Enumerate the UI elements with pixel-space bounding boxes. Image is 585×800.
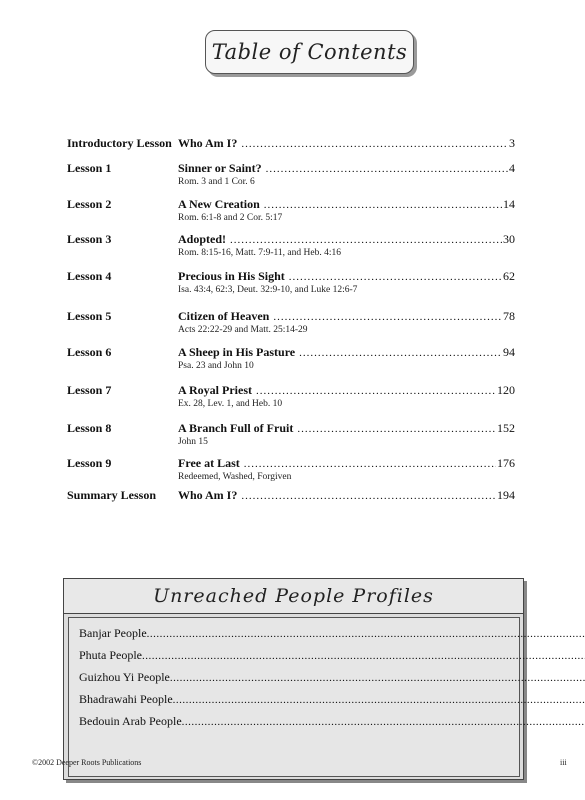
profile-name: Phuta People	[79, 648, 142, 662]
leader-dots	[241, 490, 496, 502]
lesson-title: Precious in His Sight	[178, 269, 285, 283]
lesson-label: Lesson 7	[67, 383, 112, 397]
profiles-list	[68, 617, 520, 777]
leader-dots	[299, 347, 502, 359]
copyright-notice: ©2002 Deeper Roots Publications	[32, 758, 142, 767]
toc-entry	[67, 269, 515, 309]
leader-dots	[264, 199, 502, 211]
leader-dots	[142, 650, 585, 662]
page-title-box	[205, 30, 414, 74]
page-title: Table of Contents	[211, 40, 408, 64]
lesson-label: Lesson 4	[67, 269, 112, 283]
lesson-page: 194	[497, 488, 515, 502]
lesson-reference: Redeemed, Washed, Forgiven	[178, 472, 292, 482]
lesson-title: A Royal Priest	[178, 383, 252, 397]
leader-dots	[297, 423, 496, 435]
lesson-page: 176	[497, 456, 515, 470]
toc-entry	[67, 383, 515, 421]
profile-entry	[79, 692, 585, 714]
profile-name: Guizhou Yi People	[79, 670, 170, 684]
profile-entry	[79, 670, 585, 692]
profile-name: Bhadrawahi People	[79, 692, 173, 706]
toc-entry	[67, 309, 515, 345]
lesson-reference: Rom. 3 and 1 Cor. 6	[178, 177, 255, 187]
toc-entry	[67, 232, 515, 269]
lesson-page: 120	[497, 383, 515, 397]
lesson-label: Lesson 8	[67, 421, 112, 435]
lesson-page: 152	[497, 421, 515, 435]
profile-entry	[79, 714, 585, 736]
unreached-people-profiles-box	[63, 578, 524, 780]
lesson-reference: Isa. 43:4, 62:3, Deut. 32:9-10, and Luke 12:6-7	[178, 285, 358, 295]
leader-dots	[244, 458, 496, 470]
lesson-page: 94	[503, 345, 515, 359]
page-number: iii	[560, 758, 567, 767]
lesson-label: Introductory Lesson	[67, 136, 172, 150]
leader-dots	[241, 138, 508, 150]
leader-dots	[273, 311, 502, 323]
lesson-reference: Ex. 28, Lev. 1, and Heb. 10	[178, 399, 283, 409]
profiles-left-column	[69, 618, 585, 776]
lesson-title: Adopted!	[178, 232, 227, 246]
leader-dots	[147, 628, 585, 640]
profile-entry	[79, 626, 585, 648]
lesson-title: A Sheep in His Pasture	[178, 345, 296, 359]
lesson-page: 30	[503, 232, 515, 246]
toc-entry	[67, 136, 515, 161]
lesson-title: Sinner or Saint?	[178, 161, 262, 175]
lesson-label: Lesson 3	[67, 232, 112, 246]
lesson-reference: Acts 22:22-29 and Matt. 25:14-29	[178, 325, 308, 335]
toc-entry	[67, 161, 515, 197]
profiles-header	[64, 579, 523, 614]
profile-name: Banjar People	[79, 626, 147, 640]
toc-entry	[67, 488, 515, 508]
toc-entry	[67, 456, 515, 488]
lesson-page: 62	[503, 269, 515, 283]
profiles-heading: Unreached People Profiles	[153, 585, 434, 607]
lesson-label: Lesson 6	[67, 345, 112, 359]
lesson-label: Lesson 5	[67, 309, 112, 323]
lesson-page: 3	[509, 136, 515, 150]
lesson-title: A New Creation	[178, 197, 260, 211]
profile-entry	[79, 648, 585, 670]
leader-dots	[289, 271, 502, 283]
lesson-page: 4	[509, 161, 515, 175]
lesson-title: Who Am I?	[178, 136, 238, 150]
lesson-page: 78	[503, 309, 515, 323]
leader-dots	[266, 163, 508, 175]
lesson-reference: Rom. 8:15-16, Matt. 7:9-11, and Heb. 4:16	[178, 248, 341, 258]
table-of-contents	[67, 136, 515, 508]
profile-name: Bedouin Arab People	[79, 714, 182, 728]
toc-entry	[67, 421, 515, 456]
lesson-title: A Branch Full of Fruit	[178, 421, 294, 435]
lesson-label: Lesson 9	[67, 456, 112, 470]
leader-dots	[256, 385, 496, 397]
toc-entry	[67, 345, 515, 383]
lesson-label: Summary Lesson	[67, 488, 157, 502]
lesson-page: 14	[503, 197, 515, 211]
lesson-reference: John 15	[178, 437, 208, 447]
leader-dots	[170, 672, 585, 684]
leader-dots	[182, 716, 585, 728]
toc-entry	[67, 197, 515, 232]
lesson-label: Lesson 1	[67, 161, 112, 175]
lesson-reference: Psa. 23 and John 10	[178, 361, 254, 371]
lesson-label: Lesson 2	[67, 197, 112, 211]
leader-dots	[230, 234, 502, 246]
lesson-title: Citizen of Heaven	[178, 309, 270, 323]
lesson-reference: Rom. 6:1-8 and 2 Cor. 5:17	[178, 213, 283, 223]
lesson-title: Who Am I?	[178, 488, 238, 502]
lesson-title: Free at Last	[178, 456, 240, 470]
leader-dots	[173, 694, 585, 706]
